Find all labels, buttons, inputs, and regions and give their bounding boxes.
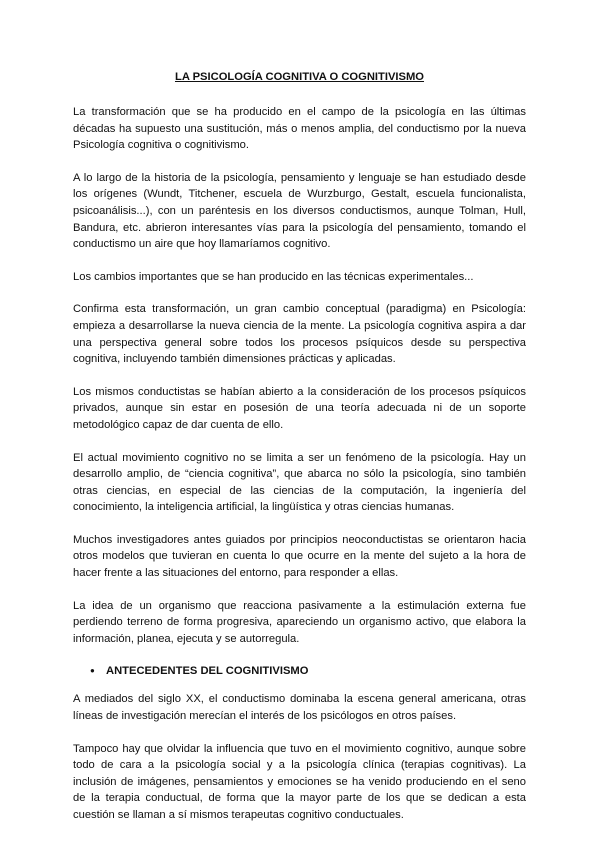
- document-title: LA PSICOLOGÍA COGNITIVA O COGNITIVISMO: [174, 71, 425, 83]
- section-paragraph-1: A mediados del siglo XX, el conductismo dominaba la escena general americana, otras líneas de investigación merecían el interés de los psicólogos en otros países.: [73, 693, 526, 723]
- section-heading: [90, 663, 526, 679]
- paragraph-2: A lo largo de la historia de la psicología, pensamiento y lenguaje se han estudiado desde los orígenes (Wundt, Titchener, escuela de Wurzburgo, Gestalt, escuela funcionalista, psicoanálisis...), con un paréntesis en los diversos conductismos, aunque Tolman, Hull, Bandura, etc. abrieron interesantes vías para la psicología del pensamiento, tomando el conductismo un aire que hoy llamaríamos cognitivo.: [73, 171, 526, 251]
- paragraph-4: Confirma esta transformación, un gran cambio conceptual (paradigma) en Psicología: empieza a desarrollarse la nueva ciencia de la mente. La psicología cognitiva aspira a dar una perspectiva general sobre todos los procesos psíquicos desde su perspectiva cognitiva, incluyendo también dimensiones prácticas y aplicadas.: [73, 303, 526, 366]
- section-heading-text: ANTECEDENTES DEL COGNITIVISMO: [106, 665, 309, 678]
- paragraph-1: La transformación que se ha producido en el campo de la psicología en las últimas décadas ha supuesto una sustitución, más o menos amplia, del conductismo por la nueva Psicología cognitiva o cognitivismo.: [73, 106, 526, 152]
- paragraph-5: Los mismos conductistas se habían abierto a la consideración de los procesos psíquicos privados, aunque sin estar en posesión de una teoría adecuada ni de un soporte metodológico capaz de dar cuenta de ello.: [73, 385, 526, 431]
- paragraph-7: Muchos investigadores antes guiados por principios neoconductistas se orientaron hacia otros modelos que tuvieran en cuenta lo que ocurre en la mente del sujeto a la hora de hacer frente a las situaciones del entorno, para responder a ellas.: [73, 533, 526, 580]
- section-paragraph-2: Tampoco hay que olvidar la influencia que tuvo en el movimiento cognitivo, aunque sobre todo de cara a la psicología social y a la psicología clínica (terapias cognitivas). La inclusión de imágenes, pensamientos y emociones se ha venido produciendo en el seno de la terapia conductual, de forma que la mayor parte de los que se dedican a esta cuestión se llaman a sí mismos terapeutas cognitivo conductuales.: [73, 742, 526, 821]
- paragraph-3: Los cambios importantes que se han producido en las técnicas experimentales...: [73, 270, 474, 283]
- paragraph-6: El actual movimiento cognitivo no se limita a ser un fenómeno de la psicología. Hay un desarrollo amplio, de “ciencia cognitiva”, que abarca no sólo la psicología, sino también otras ciencias, en especial de las ciencias de la computación, la ingeniería del conocimiento, la inteligencia artificial, la lingüística y otras ciencias humanas.: [73, 451, 526, 514]
- bullet-icon: ●: [90, 666, 95, 676]
- paragraph-8: La idea de un organismo que reacciona pasivamente a la estimulación externa fue perdiendo terreno de forma progresiva, apareciendo un organismo activo, que elabora la información, planea, ejecuta y se autorregula.: [73, 599, 526, 645]
